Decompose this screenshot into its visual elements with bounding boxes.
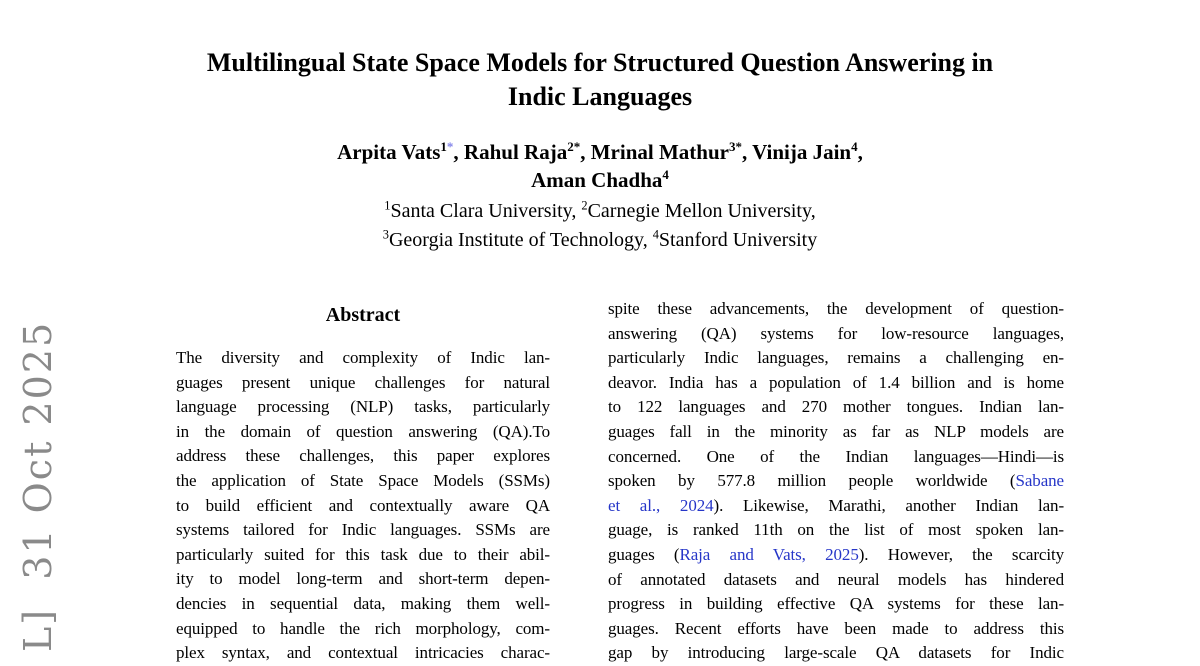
intro-column: [608, 297, 1064, 666]
affiliation: Santa Clara University,: [390, 200, 582, 222]
author-affil-mark: 1*: [440, 139, 454, 154]
abstract-line: the application of State Space Models (SSMs): [176, 470, 550, 490]
citation-link[interactable]: Sabane: [1015, 471, 1064, 491]
body-line: et al., 2024). Likewise, Marathi, another Indian lan-: [608, 495, 1065, 515]
affiliation-block: [0, 197, 1200, 255]
body-line: progress in building effective QA systems for these lan-: [608, 594, 1064, 614]
author-affil-mark: 4: [851, 139, 858, 154]
footnote-star: *: [573, 139, 581, 154]
body-line: answering (QA) systems for low-resource languages,: [608, 323, 1064, 343]
footnote-star: *: [446, 139, 454, 154]
paper-title: [0, 46, 1200, 114]
body-line: gap by introducing large-scale QA datasets for Indic: [608, 643, 1064, 663]
citation-link[interactable]: Raja and Vats, 2025: [679, 544, 859, 564]
citation-link[interactable]: et al., 2024: [608, 495, 714, 515]
body-line: particularly Indic languages, remains a challenging en-: [608, 348, 1064, 368]
body-line: to 122 languages and 270 mother tongues. Indian lan-: [608, 397, 1064, 417]
abstract-line: The diversity and complexity of Indic lan-: [176, 348, 550, 367]
abstract-line: address these challenges, this paper explores: [176, 446, 550, 466]
author-name: Aman Chadha: [531, 168, 663, 192]
abstract-line: systems tailored for Indic languages. SSMs are: [176, 520, 550, 540]
author-name: Arpita Vats: [337, 140, 441, 164]
abstract-line: ity to model long-term and short-term depen-: [176, 569, 550, 589]
body-line: guages. Recent efforts have been made to address this: [608, 618, 1064, 638]
affiliation: Carnegie Mellon University,: [587, 200, 816, 222]
author-affil-mark: 2*: [567, 139, 581, 154]
abstract-line: to build efficient and contextually aware QA: [176, 495, 550, 515]
abstract-column: [176, 302, 550, 666]
body-line: spite these advancements, the development of question-: [608, 299, 1064, 318]
abstract-line: particularly suited for this task due to their abil-: [176, 544, 550, 564]
abstract-line: language processing (NLP) tasks, particularly: [176, 397, 550, 417]
affiliation-line-1: $^1$Santa Clara University, $^2$Carnegie Mellon University,: [384, 198, 816, 222]
author-name: Vinija Jain: [752, 140, 852, 164]
author-line-1: Arpita Vats$^{1*}$, Rahul Raja$^{2*}$, Mrinal Mathur$^{3*}$, Vinija Jain$^4$,: [337, 139, 863, 164]
abstract-heading: Abstract: [325, 304, 401, 326]
body-line: guages (Raja and Vats, 2025). However, the scarcity: [608, 544, 1064, 564]
affiliation: Georgia Institute of Technology,: [388, 229, 653, 251]
body-line: guage, is ranked 11th on the list of most spoken lan-: [608, 520, 1064, 540]
abstract-line: dencies in sequential data, making them well-: [176, 593, 550, 613]
abstract-line: equipped to handle the rich morphology, com-: [176, 618, 550, 638]
paper-title-line-2: Indic Languages: [507, 82, 693, 111]
body-line: guages fall in the minority as far as NLP models are: [608, 421, 1064, 441]
body-line: of annotated datasets and neural models has hindered: [608, 569, 1064, 589]
abstract-line: in the domain of question answering (QA).To: [176, 421, 550, 441]
author-name: Rahul Raja: [463, 140, 568, 164]
affiliation: Stanford University: [658, 229, 818, 251]
author-name: Mrinal Mathur: [590, 140, 729, 164]
body-line: spoken by 577.8 million people worldwide (Sabane: [608, 471, 1064, 491]
affiliation-line-2: $^3$Georgia Institute of Technology, $^4$Stanford University: [382, 227, 818, 251]
paper-title-line-1: Multilingual State Space Models for Structured Question Answering in: [206, 48, 994, 77]
abstract-line: guages present unique challenges for natural: [176, 372, 550, 392]
abstract-line: plex syntax, and contextual intricacies charac-: [176, 643, 550, 663]
arxiv-watermark: L] 31 Oct 2025: [16, 320, 60, 652]
author-affil-mark: 4: [662, 167, 669, 182]
footnote-star: *: [735, 139, 742, 154]
author-block: [0, 138, 1200, 194]
body-line: concerned. One of the Indian languages—Hindi—is: [608, 446, 1064, 466]
body-line: deavor. India has a population of 1.4 billion and is home: [608, 372, 1064, 392]
author-line-2: [0, 166, 1200, 194]
author-affil-mark: 3*: [728, 139, 742, 154]
